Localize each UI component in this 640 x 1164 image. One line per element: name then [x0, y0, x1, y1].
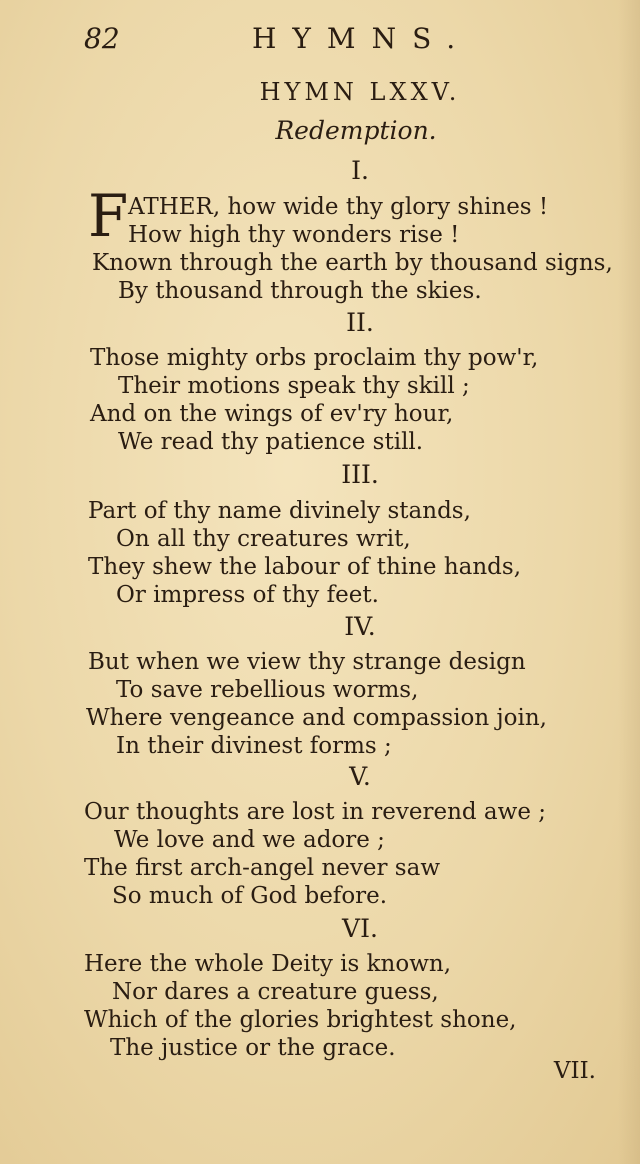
verse-line: And on the wings of ev'ry hour, — [90, 401, 454, 427]
verse-line: We love and we adore ; — [114, 827, 385, 853]
running-head — [84, 22, 520, 58]
catchword: VII. — [553, 1058, 596, 1084]
verse-line: But when we view thy strange design — [88, 649, 526, 675]
stanza-number: V. — [349, 762, 371, 791]
stanza-number: IV. — [344, 612, 376, 641]
verse-line: The justice or the grace. — [110, 1035, 396, 1061]
verse-line: Here the whole Deity is known, — [84, 951, 452, 977]
verse-line: In their divinest forms ; — [116, 733, 392, 759]
verse-line: On all thy creatures writ, — [116, 526, 411, 552]
verse-line: How high thy wonders rise ! — [128, 222, 460, 248]
page-number: 82 — [84, 22, 120, 55]
verse-line: Or impress of thy feet. — [116, 582, 379, 608]
verse-line: So much of God before. — [112, 883, 388, 909]
stanza-number: I. — [351, 156, 369, 185]
stanza-number: II. — [346, 308, 374, 337]
verse-line: Their motions speak thy skill ; — [118, 373, 470, 399]
verse-line: We read thy patience still. — [118, 429, 424, 455]
verse-line: Which of the glories brightest shone, — [84, 1007, 517, 1033]
hymn-title: HYMN LXXV. — [259, 78, 461, 106]
verse-line: The first arch-angel never saw — [84, 855, 441, 881]
verse-line: Those mighty orbs proclaim thy pow'r, — [90, 345, 539, 371]
verse-line: They shew the labour of thine hands, — [88, 554, 522, 580]
drop-cap: F — [88, 182, 129, 250]
verse-line: Part of thy name divinely stands, — [88, 498, 471, 524]
verse-line: Known through the earth by thousand signs, — [92, 250, 613, 276]
verse-line: Where vengeance and compassion join, — [86, 705, 547, 731]
verse-line: ATHER, how wide thy glory shines ! — [128, 194, 549, 220]
verse-line: Our thoughts are lost in reverend awe ; — [84, 799, 546, 825]
verse-line: To save rebellious worms, — [116, 677, 419, 703]
stanza-number: VI. — [342, 914, 378, 943]
running-title: HYMNS. — [252, 22, 472, 55]
verse-line: Nor dares a creature guess, — [112, 979, 439, 1005]
hymn-subtitle: Redemption. — [275, 116, 437, 145]
stanza-number: III. — [341, 460, 379, 489]
verse-line: By thousand through the skies. — [118, 278, 482, 304]
